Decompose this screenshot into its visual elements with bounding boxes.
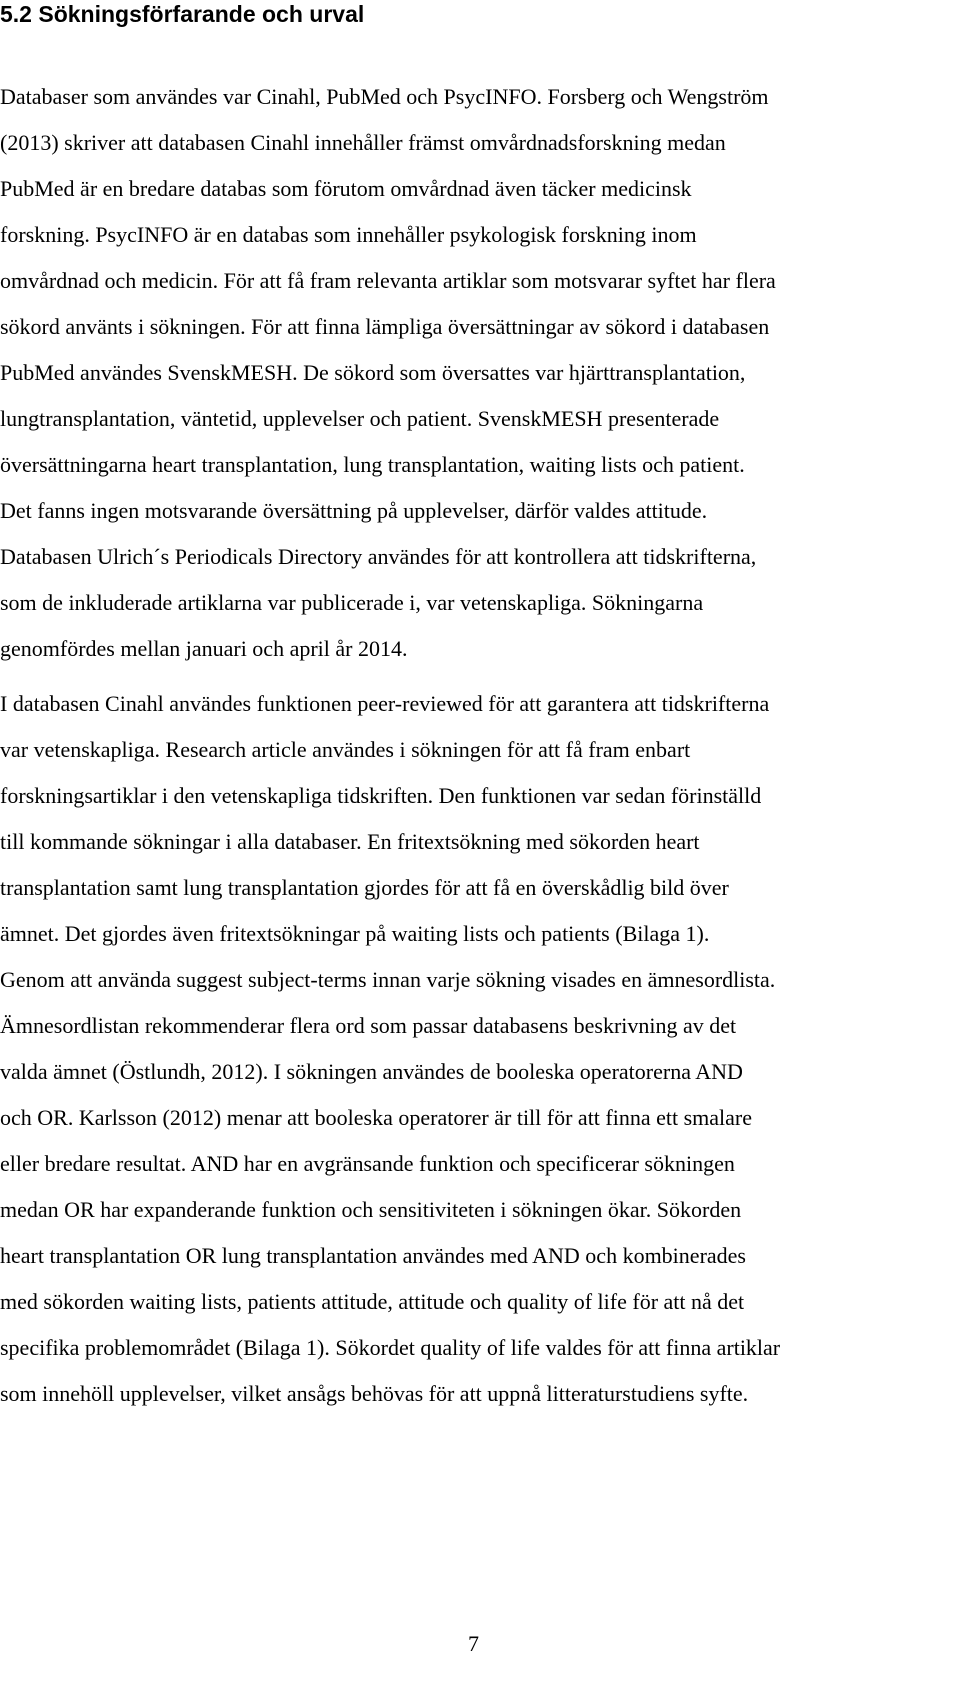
paragraph-line: I databasen Cinahl användes funktionen peer-reviewed för att garantera att tidskrifterna [0, 691, 770, 716]
paragraph-line: som de inkluderade artiklarna var publicerade i, var vetenskapliga. Sökningarna [0, 590, 704, 615]
paragraph-line: PubMed är en bredare databas som förutom omvårdnad även täcker medicinsk [0, 176, 692, 201]
paragraph-line: sökord använts i sökningen. För att finna lämpliga översättningar av sökord i databasen [0, 314, 770, 339]
paragraph-line: lungtransplantation, väntetid, upplevelser och patient. SvenskMESH presenterade [0, 406, 720, 431]
page-number: 7 [468, 1631, 479, 1656]
paragraph-line: och OR. Karlsson (2012) menar att booleska operatorer är till för att finna ett smalare [0, 1105, 753, 1130]
paragraph-line: heart transplantation OR lung transplantation användes med AND och kombinerades [0, 1243, 746, 1268]
paragraph-line: var vetenskapliga. Research article användes i sökningen för att få fram enbart [0, 737, 691, 762]
paragraph-line: omvårdnad och medicin. För att få fram relevanta artiklar som motsvarar syftet har flera [0, 268, 776, 293]
paragraph-line: genomfördes mellan januari och april år 2014. [0, 636, 408, 661]
paragraph-line: forskning. PsycINFO är en databas som innehåller psykologisk forskning inom [0, 222, 697, 247]
paragraph-line: med sökorden waiting lists, patients attitude, attitude och quality of life för att nå det [0, 1289, 745, 1314]
body-paragraph-1 [0, 74, 960, 672]
paragraph-line: Databasen Ulrich´s Periodicals Directory användes för att kontrollera att tidskrifterna, [0, 544, 757, 569]
paragraph-line: medan OR har expanderande funktion och sensitiviteten i sökningen ökar. Sökorden [0, 1197, 742, 1222]
paragraph-line: som innehöll upplevelser, vilket ansågs behövas för att uppnå litteraturstudiens syfte. [0, 1381, 749, 1406]
paragraph-line: ämnet. Det gjordes även fritextsökningar på waiting lists och patients (Bilaga 1). [0, 921, 710, 946]
paragraph-line: specifika problemområdet (Bilaga 1). Sökordet quality of life valdes för att finna artiklar [0, 1335, 781, 1360]
section-heading: 5.2 Sökningsförfarande och urval [0, 1, 365, 27]
paragraph-line: Genom att använda suggest subject-terms innan varje sökning visades en ämnesordlista. [0, 967, 776, 992]
paragraph-line: till kommande sökningar i alla databaser. En fritextsökning med sökorden heart [0, 829, 700, 854]
paragraph-line: översättningarna heart transplantation, lung transplantation, waiting lists och patient. [0, 452, 745, 477]
paragraph-line: Ämnesordlistan rekommenderar flera ord som passar databasens beskrivning av det [0, 1013, 737, 1038]
paragraph-line: eller bredare resultat. AND har en avgränsande funktion och specificerar sökningen [0, 1151, 735, 1176]
paragraph-line: forskningsartiklar i den vetenskapliga tidskriften. Den funktionen var sedan förinställd [0, 783, 762, 808]
paragraph-line: (2013) skriver att databasen Cinahl innehåller främst omvårdnadsforskning medan [0, 130, 726, 155]
paragraph-line: PubMed användes SvenskMESH. De sökord som översattes var hjärttransplantation, [0, 360, 746, 385]
paragraph-line: Det fanns ingen motsvarande översättning på upplevelser, därför valdes attitude. [0, 498, 708, 523]
body-paragraph-2 [0, 681, 960, 1417]
paragraph-line: valda ämnet (Östlundh, 2012). I sökningen användes de booleska operatorerna AND [0, 1059, 743, 1084]
paragraph-line: transplantation samt lung transplantation gjordes för att få en överskådlig bild över [0, 875, 729, 900]
paragraph-line: Databaser som användes var Cinahl, PubMed och PsycINFO. Forsberg och Wengström [0, 84, 769, 109]
